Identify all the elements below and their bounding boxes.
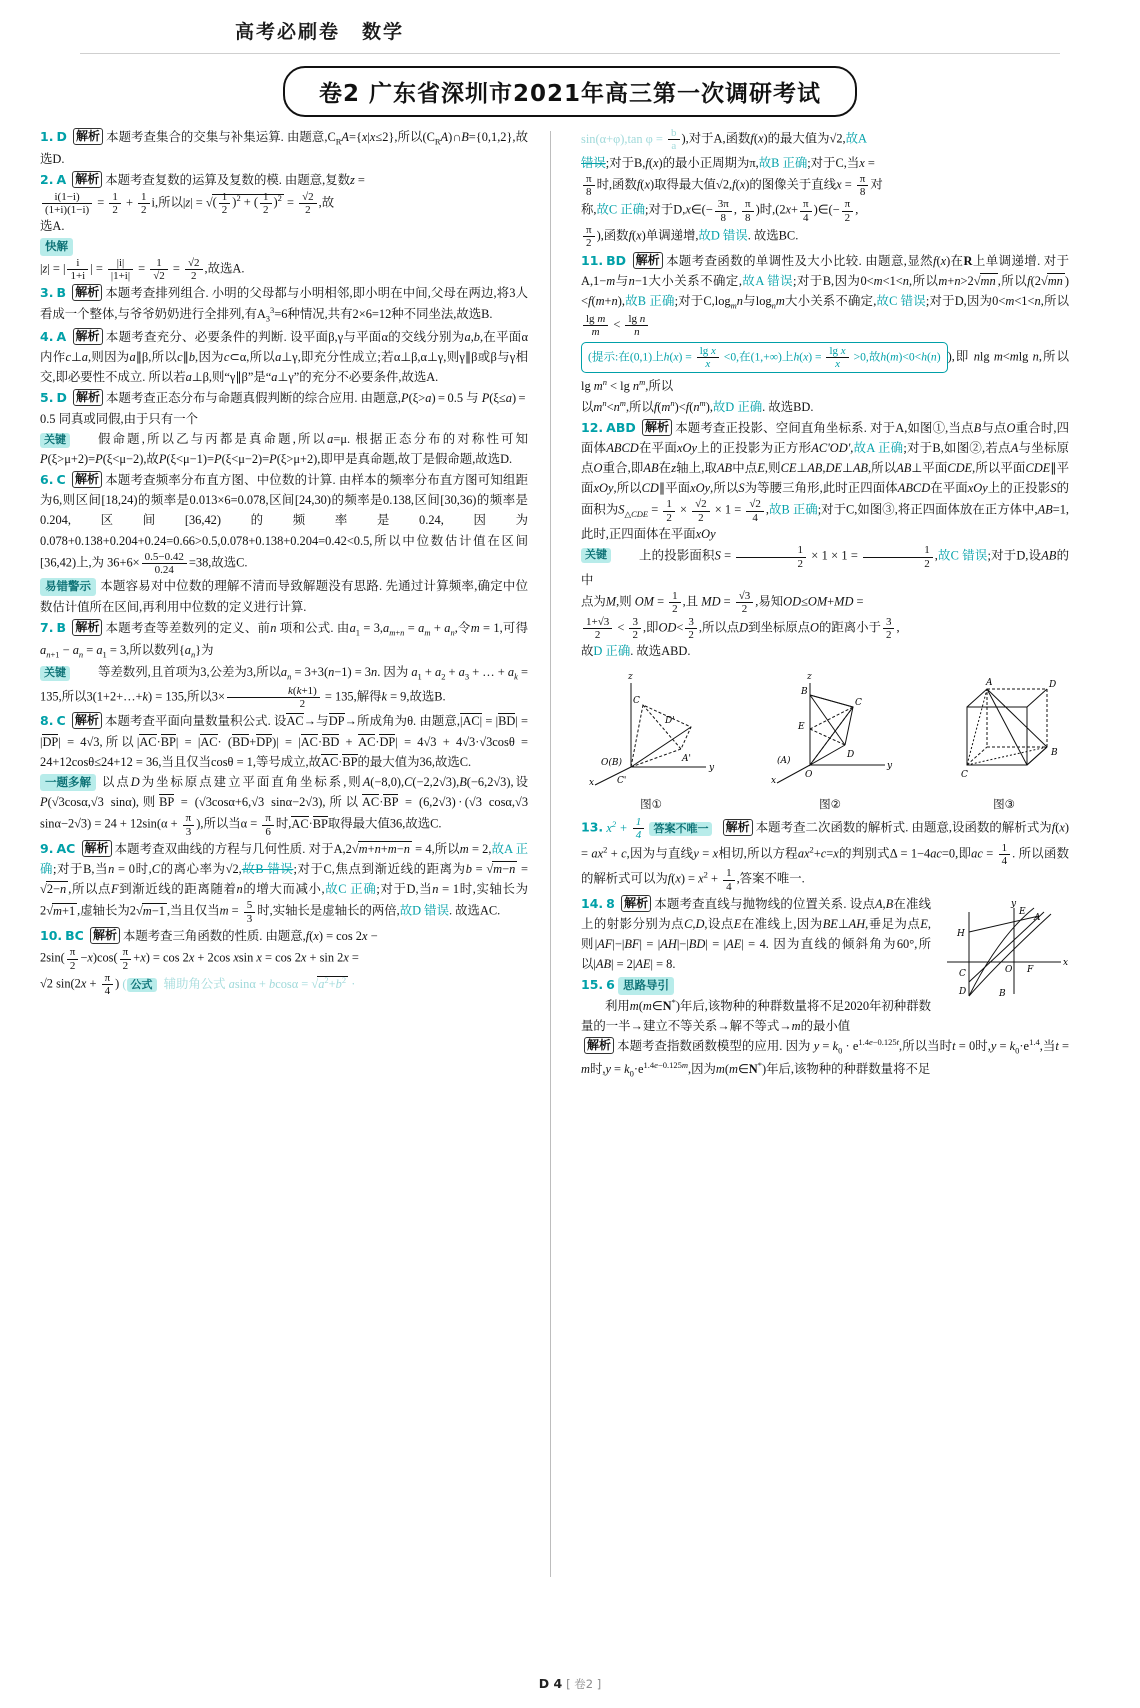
svg-text:C: C bbox=[959, 968, 966, 979]
header-subject: 数学 bbox=[362, 20, 405, 43]
two-column-body bbox=[40, 127, 1100, 1617]
svg-text:B: B bbox=[999, 988, 1006, 999]
jiexi-tag: 解析 bbox=[90, 927, 120, 944]
svg-text:C: C bbox=[633, 696, 640, 707]
svg-text:x: x bbox=[771, 776, 777, 787]
question-number: 10. bbox=[40, 928, 63, 944]
question-number: 6. bbox=[40, 472, 54, 488]
figure-1-caption: 图① bbox=[640, 797, 662, 812]
svg-text:A': A' bbox=[682, 754, 691, 765]
exam-banner: 卷2 广东省深圳市2021年高三第一次调研考试 bbox=[283, 66, 857, 117]
guanjian-chip: 关键 bbox=[40, 666, 70, 681]
tishi-box: (提示:在(0,1)上h(x) = $\frac{\text{lg x}}{x}$ <0,在(1,+∞)上h(x) = $\frac{\text{lg x}}{x}$ >0,故h(m)<0<h(n) bbox=[581, 342, 948, 374]
question-number: 15. bbox=[581, 977, 604, 993]
page-footer bbox=[0, 1676, 1140, 1692]
figure-1 bbox=[581, 667, 721, 814]
page-header bbox=[40, 0, 1100, 60]
svg-text:D: D bbox=[959, 986, 967, 997]
svg-text:D: D bbox=[847, 750, 855, 761]
svg-text:z: z bbox=[628, 672, 633, 683]
left-column bbox=[40, 127, 550, 1617]
answer-label: A bbox=[56, 329, 67, 345]
svg-text:A: A bbox=[1034, 912, 1041, 923]
answer-label: B bbox=[56, 285, 66, 301]
svg-text:A: A bbox=[986, 678, 993, 689]
question-number: 11. bbox=[581, 252, 604, 268]
figure-3-caption: 图③ bbox=[993, 797, 1015, 812]
answer-label: 8 bbox=[606, 895, 615, 911]
figure-14-svg bbox=[939, 896, 1069, 1001]
question-number: 8. bbox=[40, 713, 54, 729]
figure-3-svg bbox=[939, 667, 1069, 787]
answer-label: $x^2$ + $\frac{1}{4}$ bbox=[606, 821, 646, 835]
solution-entry-7: 7. B 解析 本题考查等差数列的定义、前n 项和公式. 由$a_1 = 3,a_{m+n} = a_m + a_n$,令m = 1,可得 $a_{n+1} - a_n = a_1 = 3$,所以数列$\{a_n\}$为 关键 等差数列,且首项为3,公差为3,所以$a_n = 3+3(n-1) = 3n$. 因为 $a_1 + a_2 + a_3$ + … + $a_k = 135$,所以3(1+2+…+k) = 135,所以3× $\frac{k(k+1)}{2}$ = 135,解得k = 9,故选B. bbox=[40, 619, 529, 710]
jiexi-tag: 解析 bbox=[723, 819, 753, 836]
question-number: 14. bbox=[581, 895, 604, 911]
answer-label: 6 bbox=[606, 977, 615, 993]
question-number: 12. bbox=[581, 419, 604, 435]
answer-label: BC bbox=[65, 928, 84, 944]
svg-text:y: y bbox=[1011, 898, 1017, 909]
jiexi-tag: 解析 bbox=[72, 712, 102, 729]
solution-entry-14: y x H A E O F C D B 14. 8 解析 本题考查直线与抛物线的位置关系. 设点A,B在准线上的射影分别为点C,D,设点E在准线上,因为BE⊥AH,垂足为点E,则|AF|−|BF| = |AH|−|BD| = |AE| = 4. 因为直线的倾斜角为60°,所以|AB| = 2|AE| = 8. bbox=[581, 895, 1069, 999]
header-title: 高考必刷卷 bbox=[235, 20, 341, 43]
jiexi-tag: 解析 bbox=[72, 284, 102, 301]
jiexi-tag: 解析 bbox=[73, 389, 103, 406]
solution-entry-10-cont: sin(α+φ),tan φ = $\frac{b}{a}$ ),对于A,函数f(x)的最大值为√2,故A 错误;对于B,f(x)的最小正周期为π,故B 正确;对于C,当x = $\frac{\pi}{8}$ 时,函数f(x)取得最大值√2,f(x)的图像关于直线x = $\frac{\pi}{8}$ 对 称,故C 正确;对于D,x∈(− $\frac{3\pi}{8}$ , $\frac{\pi}{8}$ )时,(2x+ $\frac{\pi}{4}$ )∈(− $\frac{\pi}{2}$ , $\frac{\pi}{2}$ ),函数f(x)单调递增,故D 错误. 故选BC. bbox=[581, 127, 883, 250]
answer-label: C bbox=[56, 713, 66, 729]
volume-label: [ 卷2 ] bbox=[566, 1677, 602, 1691]
solution-entry-9: 9. AC 解析 本题考查双曲线的方程与几何性质. 对于A,2√m+n+m−n = 4,所以m = 2,故A 正确;对于B,当n = 0时,C的离心率为√2,故B 错误;对于C,焦点到渐近线的距离为b = √m−n = √2−n ,所以点F到渐近线的距离随着n的增大而减小,故C 正确;对于D,当n = 1时,实轴长为2√m+1 ,虚轴长为2√m−1 ,当且仅当m = $\frac{5}{3}$ 时,实轴长是虚轴长的两倍,故D 错误. 故选AC. bbox=[40, 840, 528, 925]
page-number: D 4 bbox=[538, 1676, 563, 1691]
svg-text:O(B): O(B) bbox=[601, 758, 623, 769]
svg-text:C: C bbox=[961, 770, 968, 781]
jiexi-tag: 解析 bbox=[584, 1037, 614, 1054]
solution-entry-8: 8. C 解析 本题考查平面向量数量积公式. 设AC→与DP→所成角为θ. 由题意,|AC| = |BD| = |DP| = 4√3,所以|AC·BP| = |AC· (BD+DP)| = |AC·BD + AC·DP| = 4√3 + 4√3·√3cosθ = 24+12cosθ≤24+12 = 36,当且仅当cosθ = 1,等号成立,故AC·BP的最大值为36,故选C. 一题多解 以点D为坐标原点建立平面直角坐标系,则A(−8,0),C(−2,2√3),B(−6,2√3),设P(√3cosα,√3 sinα),则BP = (√3cosα+6,√3 sinα−2√3),所以AC·BP = (6,2√3) · (√3 cosα,√3 sinα−2√3) = 24 + 12sin(α + $\frac{\pi}{3}$ ),所以当α = $\frac{\pi}{6}$ 时,AC·BP取得最大值36,故选C. bbox=[40, 713, 529, 838]
yicuo-chip: 易错警示 bbox=[40, 578, 96, 596]
answer-label: BD bbox=[606, 252, 627, 268]
guanjian-chip: 关键 bbox=[40, 433, 70, 448]
answer-label: D bbox=[56, 129, 67, 144]
jiexi-tag: 解析 bbox=[621, 895, 651, 912]
svg-text:D: D bbox=[1049, 680, 1057, 691]
jiexi-tag: 解析 bbox=[82, 840, 112, 857]
svg-text:B: B bbox=[801, 687, 808, 698]
svg-text:O: O bbox=[805, 770, 813, 781]
svg-text:B: B bbox=[1051, 748, 1058, 759]
solution-entry-6: 6. C 解析 本题考查频率分布直方图、中位数的计算. 由样本的频率分布直方图可知组距为6,则区间[18,24)的频率是0.013×6=0.078,区间[24,30)的频率是0.138,区间[30,36)的频率是0.204,区间[36,42)的频率是0.24,因为0.078+0.138+0.204+0.24=0.66>0.5,0.078+0.138+0.204=0.42<0.5,所以中位数估计值在区间[36,42)上,为 36+6× $\frac{0.5-0.42}{0.24}$ =38,故选C. 易错警示 本题容易对中位数的理解不清而导致解题没有思路. 先通过计算频率,确定中位数估计值所在区间,再利用中位数的定义进行计算. bbox=[40, 472, 528, 614]
jiexi-tag: 解析 bbox=[72, 619, 102, 636]
question-number: 1. bbox=[40, 129, 54, 144]
svg-text:C': C' bbox=[617, 776, 627, 787]
banner-wrap bbox=[40, 66, 1100, 117]
question-number: 13. bbox=[581, 819, 604, 835]
figure-3 bbox=[939, 667, 1069, 814]
question-number: 7. bbox=[40, 619, 54, 635]
yitiduojie-chip: 一题多解 bbox=[40, 774, 96, 792]
solution-entry-1: 1. D 解析 本题考查集合的交集与补集运算. 由题意$,C_RA=\{x|x\le 2\}$,所以$(C_RA)\cap B=\{0,1,2\}$,故选D. bbox=[40, 129, 528, 167]
question-number: 2. bbox=[40, 172, 54, 188]
question-number: 5. bbox=[40, 390, 54, 406]
answer-label: ABD bbox=[606, 419, 636, 435]
siluDaoyin-chip: 思路导引 bbox=[618, 977, 674, 995]
figure-1-svg bbox=[581, 667, 721, 787]
figure-2-svg bbox=[765, 667, 895, 787]
svg-text:D': D' bbox=[665, 716, 675, 727]
right-column bbox=[551, 127, 1069, 1617]
kuaijie-chip: 快解 bbox=[40, 238, 73, 256]
answer-label: B bbox=[56, 619, 66, 635]
solution-entry-5: 5. D 解析 本题考查正态分布与命题真假判断的综合应用. 由题意,P(ξ>a) = 0.5 与 P(ξ≤a) = 0.5 同真或同假,由于只有一个 关键 假命题,所以乙与丙都是真命题,所以a=μ. 根据正态分布的对称性可知P(ξ>μ+2)=P(ξ<μ−2),故P(ξ<μ−1)=P(ξ<μ−2)=P(ξ>μ+2),即甲是真命题,故丁是假命题,故选D. bbox=[40, 390, 529, 467]
svg-text:y: y bbox=[709, 763, 715, 774]
svg-text:z: z bbox=[807, 672, 812, 683]
answer-label: C bbox=[56, 472, 66, 488]
gongshi-chip: 公式 bbox=[127, 978, 157, 993]
figure-row bbox=[581, 667, 1069, 814]
svg-text:y: y bbox=[887, 761, 893, 772]
answer-note-chip: 答案不唯一 bbox=[649, 822, 712, 837]
jiexi-tag: 解析 bbox=[633, 252, 663, 269]
jiexi-tag: 解析 bbox=[73, 128, 103, 145]
solution-entry-10: 10. BC 解析 本题考查三角函数的性质. 由题意,f(x) = cos 2x − 2sin( $\frac{\pi}{2}$ −x)cos( $\frac{\pi}{2}$ +x) = cos 2x + 2cos xsin x = cos 2x + sin 2x = √2 sin(2x + $\frac{\pi}{4}$ ) ( 公式 辅助角公式 $asin\alpha + bcos\alpha = √a^2+b^2$ · bbox=[40, 928, 378, 998]
question-number: 4. bbox=[40, 329, 54, 345]
svg-text:E: E bbox=[798, 722, 805, 733]
svg-text:O: O bbox=[1005, 964, 1013, 975]
solution-entry-3: 3. B 解析 本题考查排列组合. 小明的父母都与小明相邻,即小明在中间,父母在两边,将3人看成一个整体,与爷爷奶奶进行全排列,有$A_3^3=6$种情况,共有2×6=12种不同坐法,故选B. bbox=[40, 285, 528, 324]
guanjian-chip: 关键 bbox=[581, 548, 611, 563]
answer-label: A bbox=[56, 172, 67, 188]
question-number: 9. bbox=[40, 840, 54, 856]
svg-text:x: x bbox=[589, 778, 595, 788]
answer-label: AC bbox=[56, 840, 76, 856]
solution-entry-2: 2. A 解析 本题考查复数的运算及复数的模. 由题意,复数z = $\frac{i(1-i)}{(1+i)(1-i)}$ = $\frac{1}{2}$ + $\frac{1}{2}$ i,所以|z| = √( $\frac{1}{2}$ )$^2$ + ( $\frac{1}{2}$ )$^2$ = $\frac{√2}{2}$ ,故 选A. 快解 |z| = | $\frac{i}{1+i}$ | = $\frac{|i|}{|1+i|}$ = $\frac{1}{√2}$ = $\frac{√2}{2}$ ,故选A. bbox=[40, 172, 365, 283]
svg-text:H: H bbox=[957, 928, 965, 939]
jiexi-tag: 解析 bbox=[72, 471, 102, 488]
svg-text:C: C bbox=[855, 698, 862, 709]
answer-label: D bbox=[56, 390, 67, 406]
solution-entry-12: 12. ABD 解析 本题考查正投影、空间直角坐标系. 对于A,如图①,当点B与点O重合时,四面体ABCD在平面xOy上的正投影为正方形AC'OD',故A 正确;对于B,如图②,若点A与坐标原点O重合,即AB在z轴上,取AB中点E,则CE⊥AB,DE⊥AB,所以AB⊥平面CDE,所以平面CDE∥平面xOy,所以CD∥平面xOy,所以S为等腰三角形,此时正四面体ABCD在平面xOy上的正投影S的面积为$S_{\triangle CDE}$ = $\frac{1}{2}$ × $\frac{√2}{2}$ × 1 = $\frac{√2}{4}$ ,故B 正确;对于C,如图③,将正四面体放在正方体中,AB=1,此时,正四面体在平面xOy 关键 上的投影面积S = $\frac{1}{2}$ × 1 × 1 = $\frac{1}{2}$ ,故C 错误;对于D,设AB的中 点为M,则 OM = $\frac{1}{2}$ ,且 MD = $\frac{√3}{2}$ ,易知OD≤OM+MD = $\frac{1+√3}{2}$ < $\frac{3}{2}$ ,即OD< $\frac{3}{2}$ ,所以点D到坐标原点O的距离小于 $\frac{3}{2}$ , 故D 正确. 故选ABD. bbox=[581, 419, 1070, 659]
svg-text:x: x bbox=[1063, 957, 1069, 968]
figure-2 bbox=[765, 667, 895, 814]
figure-2-caption: 图② bbox=[819, 797, 841, 812]
solution-entry-4: 4. A 解析 本题考查充分、必要条件的判断. 设平面β,γ与平面α的交线分别为a,b,在平面α内作c⊥a,则因为a∥β,所以c∥b,因为c⊂α,所以a⊥γ,即充分性成立;若α⊥β,α⊥γ,则γ∥β或β与γ相交,即必要性不成立. 所以若a⊥β,则“γ∥β”是“a⊥γ”的充分不必要条件,故选A. bbox=[40, 329, 528, 385]
jiexi-tag: 解析 bbox=[73, 328, 103, 345]
solution-entry-15: 15. 6 思路导引 利用m(m∈N*)年后,该物种的种群数量将不足2020年初种群数量的一半→建立不等关系→解不等式→m的最小值 解析 本题考查指数函数模型的应用. 因为 $y = k_0 \cdot e^{1.4e-0.125t}$,所以当时t = 0时$,y = k_0\cdot e^{1.4}$,当t = m时$,y = k_0\cdot e^{1.4e-0.125m}$,因为m(m∈N*)年后,该物种的种群数量将不足 bbox=[581, 977, 1069, 1079]
svg-text:E: E bbox=[1019, 906, 1026, 917]
jiexi-tag: 解析 bbox=[72, 171, 102, 188]
solution-entry-13: 13. $x^2$ + $\frac{1}{4}$ 答案不唯一 解析 本题考查二次函数的解析式. 由题意,设函数的解析式为$f(x) = ax^2 + c$,因为与直线y = x相切,所以方程$ax^2+c=x$的判别式Δ = 1−4ac=0,即ac = $\frac{1}{4}$ . 所以函数的解析式可以为$f(x) = x^2$ + $\frac{1}{4}$ ,答案不唯一. bbox=[581, 815, 1070, 893]
svg-text:(A): (A) bbox=[777, 756, 791, 767]
svg-text:F: F bbox=[1027, 964, 1034, 975]
solution-entry-11: 11. BD 解析 本题考查函数的单调性及大小比较. 由题意,显然f(x)在R上单调递增. 对于A,1−m与n−1大小关系不确定,故A 错误;对于B,因为0<m<1<n,所以m+n>2√mn ,所以f(2√mn )<f(m+n),故B 正确;对于$C,\log_mn$与$\log_nm$大小关系不确定,故C 错误;对于D,因为0<m<1<n,所以 $\frac{\text{lg m}}{m}$ < $\frac{\text{lg n}}{n}$ (提示:在(0,1)上h(x) = $\frac{\text{lg x}}{x}$ <0,在(1,+∞)上h(x) = $\frac{\text{lg x}}{x}$ >0,故h(m)<0<h(n) ),即 nlg m<mlg n,所以 $\lg m^n < \lg n^m$,所以 以$m^n<n^m$,所以$f(m^n)<f(n^m)$,故D 正确. 故选BD. bbox=[581, 252, 1069, 414]
question-number: 3. bbox=[40, 285, 54, 301]
jiexi-tag: 解析 bbox=[642, 419, 672, 436]
